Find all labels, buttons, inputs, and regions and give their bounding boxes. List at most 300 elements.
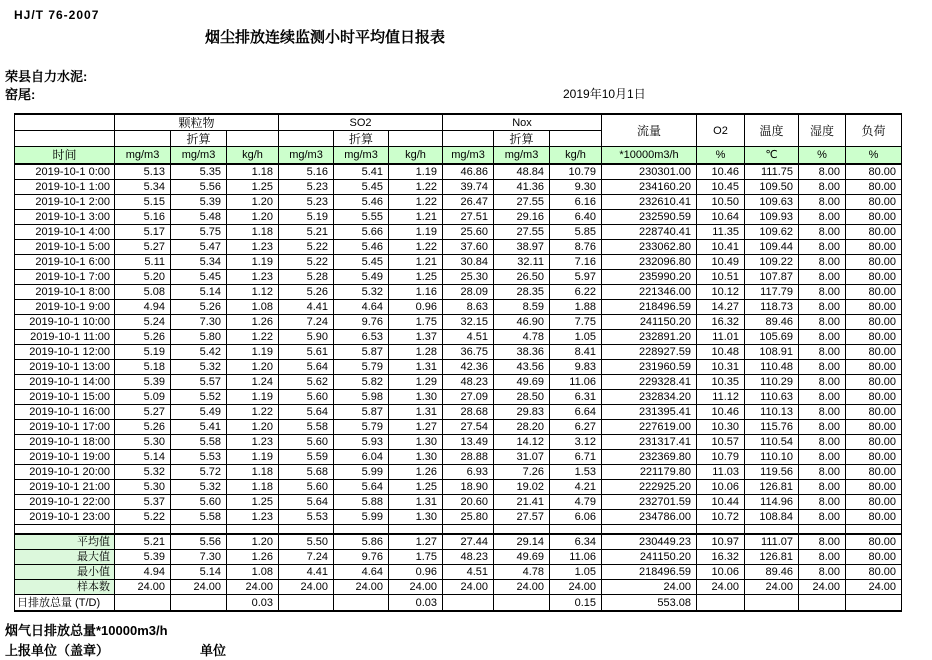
summary-value-cell bbox=[799, 595, 846, 612]
blank-cell bbox=[334, 525, 389, 535]
value-cell: 1.22 bbox=[389, 180, 443, 195]
summary-value-cell: 8.00 bbox=[799, 550, 846, 565]
value-cell: 32.11 bbox=[494, 255, 550, 270]
value-cell: 231317.41 bbox=[602, 435, 697, 450]
value-cell: 5.53 bbox=[171, 450, 227, 465]
value-cell: 26.50 bbox=[494, 270, 550, 285]
value-cell: 37.60 bbox=[443, 240, 494, 255]
table-row bbox=[15, 210, 902, 225]
summary-value-cell: 230449.23 bbox=[602, 534, 697, 550]
value-cell: 5.88 bbox=[334, 495, 389, 510]
value-cell: 1.18 bbox=[227, 164, 279, 180]
unit-header: kg/h bbox=[227, 147, 279, 165]
value-cell: 46.86 bbox=[443, 164, 494, 180]
summary-value-cell: 5.56 bbox=[171, 534, 227, 550]
value-cell: 5.99 bbox=[334, 510, 389, 525]
value-cell: 28.68 bbox=[443, 405, 494, 420]
value-cell: 25.60 bbox=[443, 225, 494, 240]
value-cell: 30.84 bbox=[443, 255, 494, 270]
value-cell: 8.00 bbox=[799, 480, 846, 495]
value-cell: 233062.80 bbox=[602, 240, 697, 255]
value-cell: 1.25 bbox=[227, 495, 279, 510]
table-row bbox=[15, 285, 902, 300]
value-cell: 228927.59 bbox=[602, 345, 697, 360]
value-cell: 5.16 bbox=[115, 210, 171, 225]
table-row bbox=[15, 195, 902, 210]
summary-value-cell: 29.14 bbox=[494, 534, 550, 550]
time-cell: 2019-10-1 11:00 bbox=[15, 330, 115, 345]
value-cell: 10.50 bbox=[697, 195, 745, 210]
table-row bbox=[15, 315, 902, 330]
value-cell: 5.08 bbox=[115, 285, 171, 300]
time-cell: 2019-10-1 2:00 bbox=[15, 195, 115, 210]
summary-value-cell: 5.86 bbox=[334, 534, 389, 550]
value-cell: 1.28 bbox=[389, 345, 443, 360]
table-row bbox=[15, 450, 902, 465]
value-cell: 28.50 bbox=[494, 390, 550, 405]
value-cell: 5.26 bbox=[279, 285, 334, 300]
value-cell: 31.07 bbox=[494, 450, 550, 465]
value-cell: 1.18 bbox=[227, 480, 279, 495]
value-cell: 6.64 bbox=[550, 405, 602, 420]
summary-value-cell: 24.00 bbox=[443, 580, 494, 595]
humidity-header: 湿度 bbox=[799, 114, 846, 147]
time-cell: 2019-10-1 12:00 bbox=[15, 345, 115, 360]
value-cell: 80.00 bbox=[846, 510, 902, 525]
value-cell: 8.00 bbox=[799, 164, 846, 180]
value-cell: 232834.20 bbox=[602, 390, 697, 405]
table-row bbox=[15, 255, 902, 270]
value-cell: 80.00 bbox=[846, 390, 902, 405]
value-cell: 1.21 bbox=[389, 255, 443, 270]
value-cell: 8.00 bbox=[799, 390, 846, 405]
summary-value-cell: 218496.59 bbox=[602, 565, 697, 580]
summary-value-cell: 1.05 bbox=[550, 565, 602, 580]
value-cell: 1.16 bbox=[389, 285, 443, 300]
time-cell: 2019-10-1 15:00 bbox=[15, 390, 115, 405]
time-cell: 2019-10-1 7:00 bbox=[15, 270, 115, 285]
summary-value-cell: 7.24 bbox=[279, 550, 334, 565]
value-cell: 28.20 bbox=[494, 420, 550, 435]
value-cell: 110.63 bbox=[745, 390, 799, 405]
blank-cell bbox=[115, 131, 171, 147]
value-cell: 10.57 bbox=[697, 435, 745, 450]
summary-value-cell: 1.20 bbox=[227, 534, 279, 550]
value-cell: 80.00 bbox=[846, 480, 902, 495]
value-cell: 1.05 bbox=[550, 330, 602, 345]
blank-cell bbox=[227, 131, 279, 147]
value-cell: 5.46 bbox=[334, 240, 389, 255]
blank-cell bbox=[550, 525, 602, 535]
time-cell: 2019-10-1 5:00 bbox=[15, 240, 115, 255]
value-cell: 1.22 bbox=[227, 330, 279, 345]
time-cell: 2019-10-1 18:00 bbox=[15, 435, 115, 450]
table-row bbox=[15, 164, 902, 180]
summary-value-cell: 24.00 bbox=[389, 580, 443, 595]
value-cell: 109.22 bbox=[745, 255, 799, 270]
summary-value-cell: 24.00 bbox=[279, 580, 334, 595]
time-cell: 2019-10-1 22:00 bbox=[15, 495, 115, 510]
table-row bbox=[15, 495, 902, 510]
value-cell: 227619.00 bbox=[602, 420, 697, 435]
value-cell: 4.64 bbox=[334, 300, 389, 315]
value-cell: 10.79 bbox=[697, 450, 745, 465]
unit-header: kg/h bbox=[550, 147, 602, 165]
value-cell: 109.62 bbox=[745, 225, 799, 240]
value-cell: 49.69 bbox=[494, 375, 550, 390]
value-cell: 4.21 bbox=[550, 480, 602, 495]
value-cell: 5.15 bbox=[115, 195, 171, 210]
time-cell: 2019-10-1 3:00 bbox=[15, 210, 115, 225]
blank-cell bbox=[171, 525, 227, 535]
value-cell: 229328.41 bbox=[602, 375, 697, 390]
summary-value-cell: 89.46 bbox=[745, 565, 799, 580]
value-cell: 27.57 bbox=[494, 510, 550, 525]
spacer-row bbox=[15, 525, 902, 535]
table-row bbox=[15, 465, 902, 480]
time-cell: 2019-10-1 21:00 bbox=[15, 480, 115, 495]
summary-value-cell bbox=[494, 595, 550, 612]
value-cell: 11.03 bbox=[697, 465, 745, 480]
value-cell: 42.36 bbox=[443, 360, 494, 375]
table-row bbox=[15, 270, 902, 285]
time-cell: 2019-10-1 13:00 bbox=[15, 360, 115, 375]
value-cell: 5.68 bbox=[279, 465, 334, 480]
value-cell: 5.58 bbox=[171, 435, 227, 450]
value-cell: 1.20 bbox=[227, 420, 279, 435]
unit-header: mg/m3 bbox=[334, 147, 389, 165]
value-cell: 5.64 bbox=[334, 480, 389, 495]
value-cell: 114.96 bbox=[745, 495, 799, 510]
value-cell: 80.00 bbox=[846, 435, 902, 450]
value-cell: 1.23 bbox=[227, 435, 279, 450]
value-cell: 5.53 bbox=[279, 510, 334, 525]
table-row bbox=[15, 405, 902, 420]
value-cell: 48.84 bbox=[494, 164, 550, 180]
value-cell: 6.27 bbox=[550, 420, 602, 435]
summary-value-cell: 24.00 bbox=[115, 580, 171, 595]
value-cell: 8.00 bbox=[799, 510, 846, 525]
unit-header: mg/m3 bbox=[443, 147, 494, 165]
unit-header: mg/m3 bbox=[171, 147, 227, 165]
value-cell: 109.93 bbox=[745, 210, 799, 225]
summary-label: 最小值 bbox=[15, 565, 115, 580]
value-cell: 8.00 bbox=[799, 435, 846, 450]
value-cell: 10.46 bbox=[697, 405, 745, 420]
header-group-row bbox=[15, 114, 902, 131]
summary-value-cell: 5.50 bbox=[279, 534, 334, 550]
value-cell: 232369.80 bbox=[602, 450, 697, 465]
value-cell: 1.53 bbox=[550, 465, 602, 480]
value-cell: 1.27 bbox=[389, 420, 443, 435]
value-cell: 5.30 bbox=[115, 480, 171, 495]
value-cell: 10.31 bbox=[697, 360, 745, 375]
value-cell: 4.94 bbox=[115, 300, 171, 315]
pm-group-header: 颗粒物 bbox=[115, 114, 279, 131]
load-header: 负荷 bbox=[846, 114, 902, 147]
value-cell: 80.00 bbox=[846, 375, 902, 390]
value-cell: 110.54 bbox=[745, 435, 799, 450]
value-cell: 1.88 bbox=[550, 300, 602, 315]
value-cell: 5.75 bbox=[171, 225, 227, 240]
value-cell: 1.31 bbox=[389, 360, 443, 375]
value-cell: 5.79 bbox=[334, 360, 389, 375]
table-row bbox=[15, 510, 902, 525]
value-cell: 11.35 bbox=[697, 225, 745, 240]
time-cell: 2019-10-1 0:00 bbox=[15, 164, 115, 180]
value-cell: 1.75 bbox=[389, 315, 443, 330]
summary-value-cell: 27.44 bbox=[443, 534, 494, 550]
value-cell: 28.09 bbox=[443, 285, 494, 300]
time-header-blank2 bbox=[15, 131, 115, 147]
time-cell: 2019-10-1 14:00 bbox=[15, 375, 115, 390]
value-cell: 29.83 bbox=[494, 405, 550, 420]
value-cell: 8.00 bbox=[799, 270, 846, 285]
value-cell: 29.16 bbox=[494, 210, 550, 225]
value-cell: 5.17 bbox=[115, 225, 171, 240]
summary-label: 日排放总量 (T/D) bbox=[15, 595, 115, 612]
summary-value-cell: 9.76 bbox=[334, 550, 389, 565]
value-cell: 10.12 bbox=[697, 285, 745, 300]
summary-value-cell: 1.26 bbox=[227, 550, 279, 565]
value-cell: 5.48 bbox=[171, 210, 227, 225]
table-row bbox=[15, 180, 902, 195]
summary-value-cell: 241150.20 bbox=[602, 550, 697, 565]
value-cell: 38.97 bbox=[494, 240, 550, 255]
value-cell: 10.41 bbox=[697, 240, 745, 255]
value-cell: 5.35 bbox=[171, 164, 227, 180]
value-cell: 221179.80 bbox=[602, 465, 697, 480]
value-cell: 28.35 bbox=[494, 285, 550, 300]
value-cell: 221346.00 bbox=[602, 285, 697, 300]
value-cell: 5.64 bbox=[279, 495, 334, 510]
value-cell: 117.79 bbox=[745, 285, 799, 300]
value-cell: 5.39 bbox=[115, 375, 171, 390]
summary-value-cell: 24.00 bbox=[846, 580, 902, 595]
value-cell: 5.09 bbox=[115, 390, 171, 405]
page-title: 烟尘排放连续监测小时平均值日报表 bbox=[204, 29, 445, 46]
value-cell: 232701.59 bbox=[602, 495, 697, 510]
value-cell: 8.00 bbox=[799, 255, 846, 270]
value-cell: 5.22 bbox=[279, 240, 334, 255]
value-cell: 10.64 bbox=[697, 210, 745, 225]
value-cell: 10.51 bbox=[697, 270, 745, 285]
value-cell: 8.00 bbox=[799, 330, 846, 345]
table-row bbox=[15, 480, 902, 495]
value-cell: 8.00 bbox=[799, 345, 846, 360]
unit-header: *10000m3/h bbox=[602, 147, 697, 165]
value-cell: 5.49 bbox=[171, 405, 227, 420]
blank-cell bbox=[799, 525, 846, 535]
value-cell: 48.23 bbox=[443, 375, 494, 390]
value-cell: 8.59 bbox=[494, 300, 550, 315]
value-cell: 5.27 bbox=[115, 405, 171, 420]
value-cell: 6.31 bbox=[550, 390, 602, 405]
value-cell: 10.79 bbox=[550, 164, 602, 180]
table-row bbox=[15, 225, 902, 240]
summary-value-cell bbox=[745, 595, 799, 612]
table-row bbox=[15, 360, 902, 375]
value-cell: 110.48 bbox=[745, 360, 799, 375]
value-cell: 5.16 bbox=[279, 164, 334, 180]
report-unit-label: 上报单位（盖章） bbox=[5, 643, 110, 658]
value-cell: 21.41 bbox=[494, 495, 550, 510]
blank-cell bbox=[443, 525, 494, 535]
summary-value-cell: 24.00 bbox=[550, 580, 602, 595]
summary-row bbox=[15, 550, 902, 565]
value-cell: 80.00 bbox=[846, 285, 902, 300]
value-cell: 1.30 bbox=[389, 510, 443, 525]
value-cell: 5.23 bbox=[279, 195, 334, 210]
summary-value-cell: 10.97 bbox=[697, 534, 745, 550]
value-cell: 6.22 bbox=[550, 285, 602, 300]
value-cell: 5.66 bbox=[334, 225, 389, 240]
value-cell: 5.45 bbox=[334, 255, 389, 270]
value-cell: 1.19 bbox=[389, 164, 443, 180]
unit-header: % bbox=[697, 147, 745, 165]
value-cell: 5.18 bbox=[115, 360, 171, 375]
value-cell: 10.49 bbox=[697, 255, 745, 270]
value-cell: 80.00 bbox=[846, 164, 902, 180]
value-cell: 8.00 bbox=[799, 180, 846, 195]
value-cell: 109.63 bbox=[745, 195, 799, 210]
value-cell: 80.00 bbox=[846, 450, 902, 465]
time-header-blank bbox=[15, 114, 115, 131]
value-cell: 5.60 bbox=[171, 495, 227, 510]
value-cell: 39.74 bbox=[443, 180, 494, 195]
blank-cell bbox=[389, 525, 443, 535]
value-cell: 1.23 bbox=[227, 510, 279, 525]
value-cell: 5.59 bbox=[279, 450, 334, 465]
value-cell: 4.41 bbox=[279, 300, 334, 315]
value-cell: 5.97 bbox=[550, 270, 602, 285]
value-cell: 8.00 bbox=[799, 285, 846, 300]
value-cell: 235990.20 bbox=[602, 270, 697, 285]
value-cell: 25.80 bbox=[443, 510, 494, 525]
flue-total-note: 烟气日排放总量*10000m3/h bbox=[5, 623, 168, 638]
value-cell: 5.32 bbox=[115, 465, 171, 480]
table-row bbox=[15, 375, 902, 390]
value-cell: 10.45 bbox=[697, 180, 745, 195]
unit-header: % bbox=[846, 147, 902, 165]
blank-cell bbox=[279, 131, 334, 147]
value-cell: 109.50 bbox=[745, 180, 799, 195]
blank-cell bbox=[389, 131, 443, 147]
value-cell: 5.11 bbox=[115, 255, 171, 270]
value-cell: 11.12 bbox=[697, 390, 745, 405]
value-cell: 5.80 bbox=[171, 330, 227, 345]
value-cell: 118.73 bbox=[745, 300, 799, 315]
summary-value-cell: 126.81 bbox=[745, 550, 799, 565]
value-cell: 8.00 bbox=[799, 225, 846, 240]
summary-value-cell bbox=[115, 595, 171, 612]
summary-value-cell: 1.27 bbox=[389, 534, 443, 550]
value-cell: 11.01 bbox=[697, 330, 745, 345]
value-cell: 38.36 bbox=[494, 345, 550, 360]
value-cell: 18.90 bbox=[443, 480, 494, 495]
value-cell: 1.19 bbox=[389, 225, 443, 240]
value-cell: 20.60 bbox=[443, 495, 494, 510]
summary-value-cell: 0.15 bbox=[550, 595, 602, 612]
value-cell: 8.00 bbox=[799, 315, 846, 330]
value-cell: 241150.20 bbox=[602, 315, 697, 330]
value-cell: 1.08 bbox=[227, 300, 279, 315]
summary-label: 样本数 bbox=[15, 580, 115, 595]
time-cell: 2019-10-1 9:00 bbox=[15, 300, 115, 315]
summary-label: 最大值 bbox=[15, 550, 115, 565]
value-cell: 80.00 bbox=[846, 465, 902, 480]
value-cell: 5.26 bbox=[115, 420, 171, 435]
value-cell: 1.25 bbox=[389, 480, 443, 495]
value-cell: 5.82 bbox=[334, 375, 389, 390]
value-cell: 6.40 bbox=[550, 210, 602, 225]
summary-value-cell: 5.21 bbox=[115, 534, 171, 550]
value-cell: 5.32 bbox=[171, 360, 227, 375]
value-cell: 26.47 bbox=[443, 195, 494, 210]
monitoring-point: 窑尾: bbox=[5, 87, 36, 102]
value-cell: 4.51 bbox=[443, 330, 494, 345]
value-cell: 8.00 bbox=[799, 405, 846, 420]
value-cell: 8.00 bbox=[799, 465, 846, 480]
value-cell: 80.00 bbox=[846, 300, 902, 315]
value-cell: 5.62 bbox=[279, 375, 334, 390]
value-cell: 5.72 bbox=[171, 465, 227, 480]
header-units-row bbox=[15, 147, 902, 165]
value-cell: 232891.20 bbox=[602, 330, 697, 345]
value-cell: 80.00 bbox=[846, 405, 902, 420]
value-cell: 27.55 bbox=[494, 225, 550, 240]
value-cell: 5.47 bbox=[171, 240, 227, 255]
value-cell: 5.45 bbox=[171, 270, 227, 285]
value-cell: 6.06 bbox=[550, 510, 602, 525]
value-cell: 5.60 bbox=[279, 480, 334, 495]
summary-row bbox=[15, 595, 902, 612]
summary-value-cell: 24.00 bbox=[602, 580, 697, 595]
value-cell: 5.99 bbox=[334, 465, 389, 480]
summary-value-cell bbox=[846, 595, 902, 612]
emissions-table bbox=[14, 113, 902, 612]
blank-cell bbox=[550, 131, 602, 147]
unit-header: mg/m3 bbox=[115, 147, 171, 165]
value-cell: 5.37 bbox=[115, 495, 171, 510]
value-cell: 5.87 bbox=[334, 405, 389, 420]
blank-cell bbox=[15, 525, 115, 535]
value-cell: 6.93 bbox=[443, 465, 494, 480]
value-cell: 5.60 bbox=[279, 390, 334, 405]
value-cell: 8.00 bbox=[799, 240, 846, 255]
value-cell: 1.23 bbox=[227, 240, 279, 255]
value-cell: 234160.20 bbox=[602, 180, 697, 195]
value-cell: 10.44 bbox=[697, 495, 745, 510]
summary-row bbox=[15, 580, 902, 595]
value-cell: 5.49 bbox=[334, 270, 389, 285]
value-cell: 80.00 bbox=[846, 270, 902, 285]
value-cell: 1.26 bbox=[389, 465, 443, 480]
value-cell: 232096.80 bbox=[602, 255, 697, 270]
value-cell: 27.55 bbox=[494, 195, 550, 210]
unit-header: mg/m3 bbox=[494, 147, 550, 165]
table-row bbox=[15, 435, 902, 450]
value-cell: 5.58 bbox=[279, 420, 334, 435]
value-cell: 10.30 bbox=[697, 420, 745, 435]
value-cell: 5.79 bbox=[334, 420, 389, 435]
value-cell: 5.45 bbox=[334, 180, 389, 195]
value-cell: 46.90 bbox=[494, 315, 550, 330]
summary-value-cell: 4.64 bbox=[334, 565, 389, 580]
time-cell: 2019-10-1 20:00 bbox=[15, 465, 115, 480]
summary-value-cell: 0.03 bbox=[227, 595, 279, 612]
value-cell: 119.56 bbox=[745, 465, 799, 480]
